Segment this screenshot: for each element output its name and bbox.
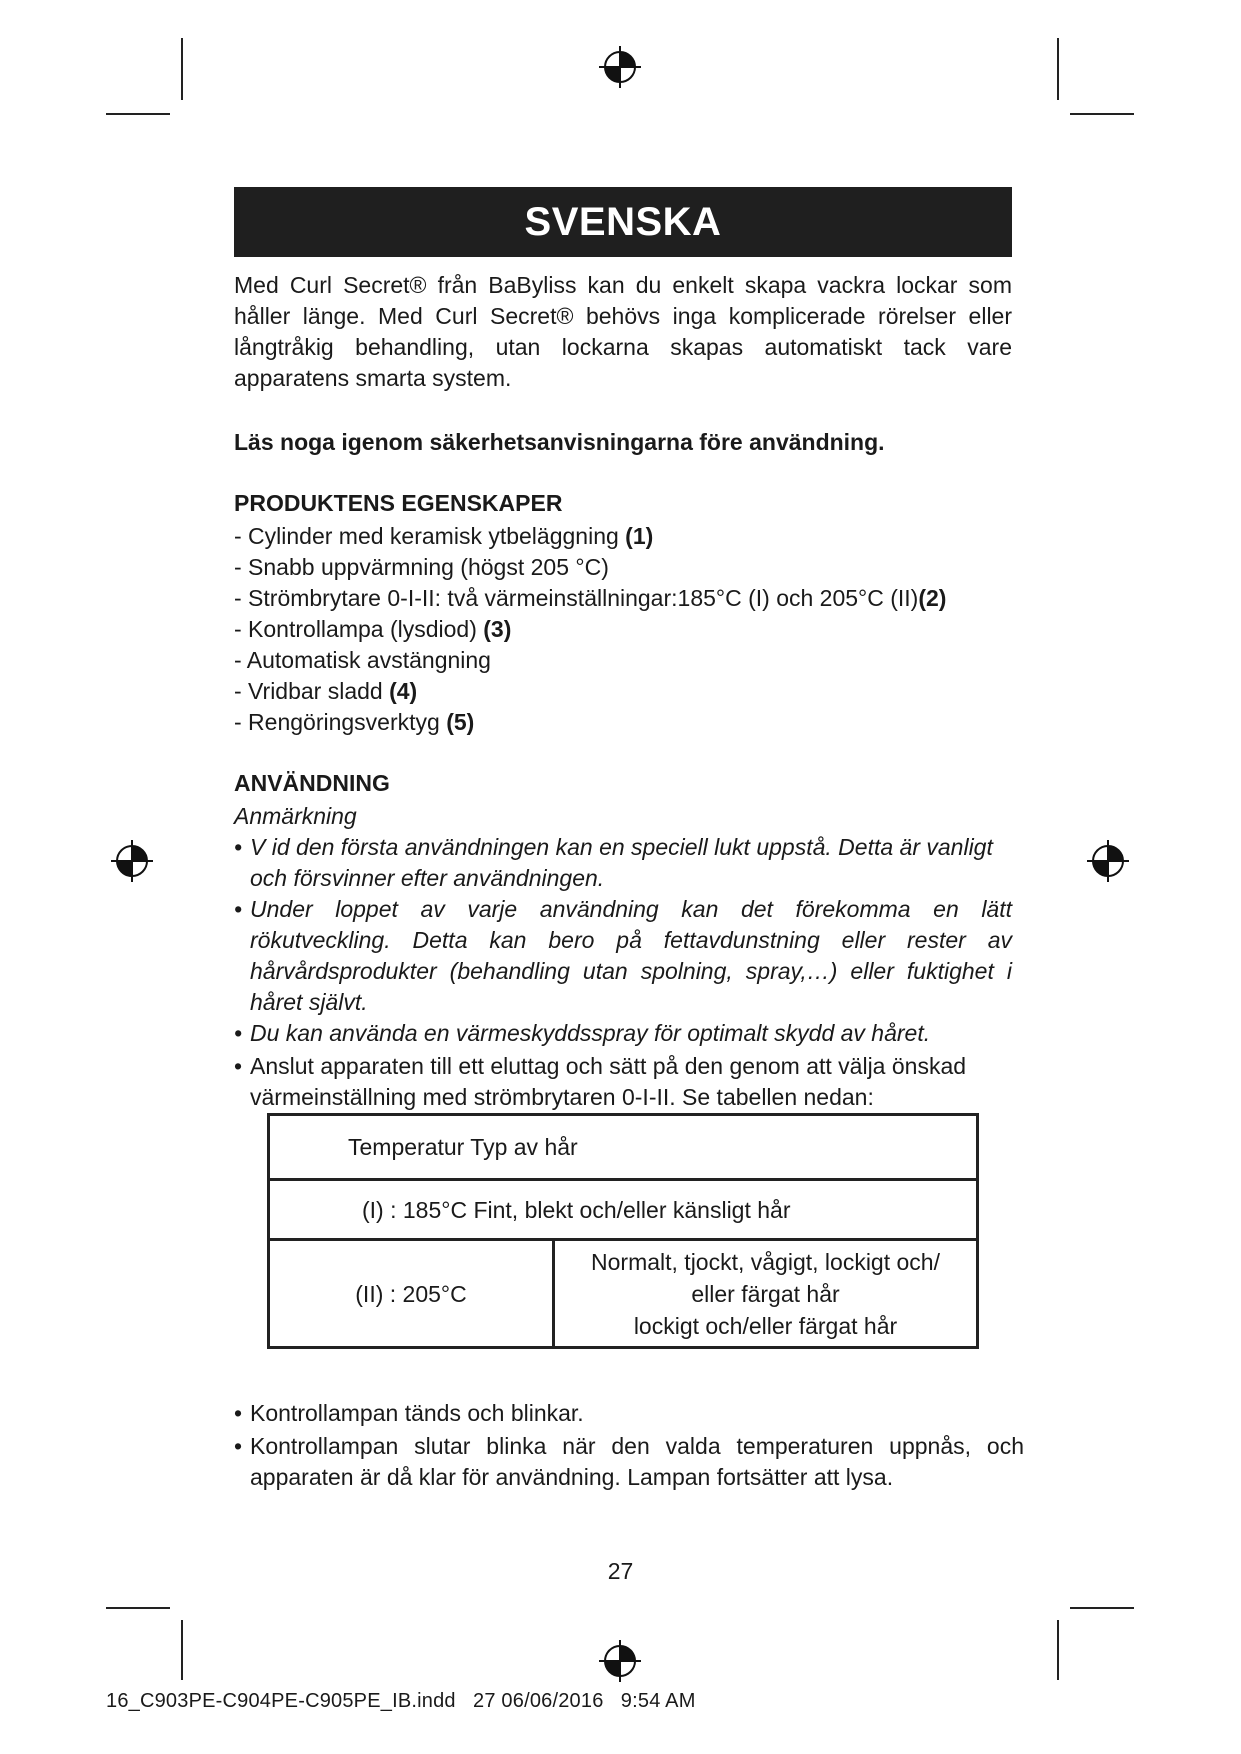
table-cell: (I) : 185°C Fint, blekt och/eller känsligt hår	[269, 1180, 978, 1240]
list-item: • Du kan använda en värmeskyddsspray för optimalt skydd av håret.	[234, 1020, 931, 1046]
list-item: - Automatisk avstängning	[234, 647, 491, 673]
features-list	[234, 521, 1012, 738]
registration-mark-icon	[109, 838, 155, 884]
print-slug: 16_C903PE-C904PE-C905PE_IB.indd 27 06/06/2016 9:54 AM	[106, 1690, 696, 1712]
registration-mark-icon	[597, 44, 643, 90]
registration-mark-icon	[1085, 838, 1131, 884]
list-item: - Vridbar sladd (4)	[234, 678, 418, 704]
safety-note: Läs noga igenom säkerhetsanvisningarna före användning.	[234, 429, 885, 455]
list-item: - Cylinder med keramisk ytbeläggning (1)	[234, 523, 654, 549]
page-title: SVENSKA	[234, 187, 1012, 257]
list-item: • Anslut apparaten till ett eluttag och sätt på den genom att välja önskad värmeinställning med strömbrytaren 0-I-II. Se tabellen nedan:	[234, 1053, 967, 1110]
crop-mark	[106, 1607, 170, 1609]
list-item: - Strömbrytare 0-I-II: två värmeinställningar:185°C (I) och 205°C (II)(2)	[234, 585, 947, 611]
table-row	[269, 1115, 978, 1180]
features-heading: PRODUKTENS EGENSKAPER	[234, 490, 563, 516]
list-item: • V id den första användningen kan en speciell lukt uppstå. Detta är vanligt och försvinner efter användningen.	[234, 834, 993, 891]
table-cell: (II) : 205°C	[269, 1240, 554, 1348]
temperature-table	[267, 1113, 979, 1349]
list-item: • Under loppet av varje användning kan det förekomma en lätt rökutveckling. Detta kan bero på fettavdunstning eller rester av hårvårdsprodukter (behandling utan spolning, spray,…) eller fuktighet i håret självt.	[234, 896, 1012, 1015]
main-content	[234, 270, 1012, 1113]
crop-mark	[1070, 1607, 1134, 1609]
crop-mark	[106, 113, 170, 115]
status-notes	[234, 1398, 1024, 1493]
list-item: - Snabb uppvärmning (högst 205 °C)	[234, 554, 609, 580]
table-cell: Normalt, tjockt, vågigt, lockigt och/ eller färgat hår lockigt och/eller färgat hår	[554, 1240, 978, 1348]
registration-mark-icon	[597, 1638, 643, 1684]
list-item: - Rengöringsverktyg (5)	[234, 709, 475, 735]
crop-mark	[1057, 1620, 1059, 1680]
crop-mark	[181, 38, 183, 100]
crop-mark	[1057, 38, 1059, 100]
list-item: • Kontrollampan tänds och blinkar.	[234, 1400, 584, 1426]
crop-mark	[181, 1620, 183, 1680]
note-heading: Anmärkning	[234, 803, 357, 829]
table-header-cell: Temperatur Typ av hår	[269, 1115, 978, 1180]
list-item: - Kontrollampa (lysdiod) (3)	[234, 616, 512, 642]
list-item: • Kontrollampan slutar blinka när den valda temperaturen uppnås, och apparaten är då klar för användning. Lampan fortsätter att lysa.	[234, 1433, 1024, 1490]
table-row	[269, 1240, 978, 1348]
page-number: 27	[607, 1558, 634, 1584]
intro-paragraph: Med Curl Secret® från BaByliss kan du enkelt skapa vackra lockar som håller länge. Med Curl Secret® behövs inga komplicerade rörelser eller långtråkig behandling, utan lockarna skapas automatiskt tack vare apparatens smarta system.	[234, 272, 1012, 391]
crop-mark	[1070, 113, 1134, 115]
usage-heading: ANVÄNDNING	[234, 770, 390, 796]
table-row	[269, 1180, 978, 1240]
